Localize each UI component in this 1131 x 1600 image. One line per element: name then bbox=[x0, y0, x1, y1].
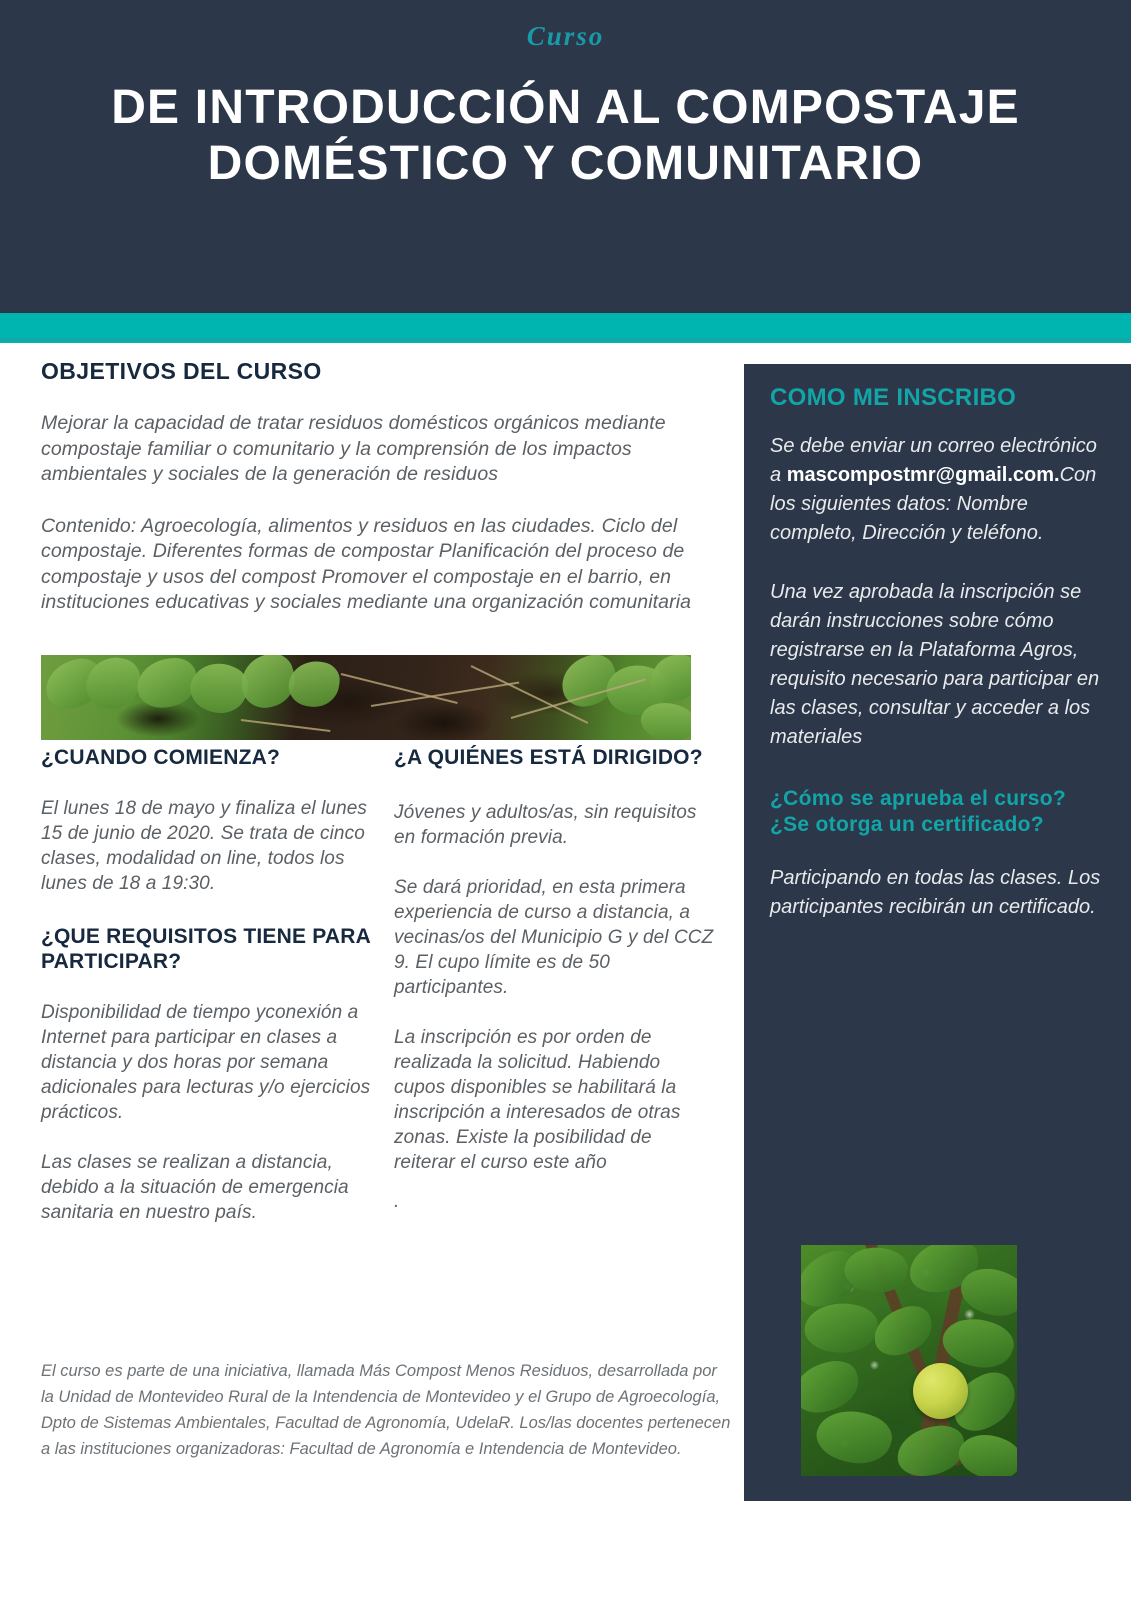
when-starts-text: El lunes 18 de mayo y finaliza el lunes 15 de junio de 2020. Se trata de cinco clases, modalidad on line, todos los lunes de 18 a 19:30. bbox=[41, 798, 368, 894]
sidebar-heading: COMO ME INSCRIBO bbox=[770, 384, 1017, 411]
approved-instructions: Una vez aprobada la inscripción se darán instrucciones sobre cómo registrarse en la Plataforma Agros, requisito necesario para participar en las clases, consultar y acceder a los materiales bbox=[770, 581, 1100, 748]
column-middle bbox=[394, 745, 714, 1214]
objectives-intro-text: Mejorar la capacidad de tratar residuos domésticos orgánicos mediante compostaje familiar o comunitario y la comprensión de los impactos ambientales y sociales de la generación de residuos bbox=[41, 412, 666, 485]
poster-header bbox=[0, 0, 1131, 313]
page-title: DE INTRODUCCIÓN AL COMPOSTAJE DOMÉSTICO Y COMUNITARIO bbox=[111, 81, 1020, 190]
compost-photo bbox=[41, 655, 691, 740]
green-fruit-shape bbox=[913, 1363, 968, 1419]
kicker-label: Curso bbox=[526, 21, 605, 51]
trailing-dot: . bbox=[394, 1191, 400, 1212]
objectives-heading: OBJETIVOS DEL CURSO bbox=[41, 358, 322, 384]
objectives-section bbox=[41, 358, 701, 616]
audience-heading: ¿A QUIÉNES ESTÁ DIRIGIDO? bbox=[394, 746, 703, 769]
column-left bbox=[41, 745, 371, 1225]
priority-text: Se dará prioridad, en esta primera experiencia de curso a distancia, a vecinas/os del Municipio G y del CCZ 9. El cupo límite es de 50 participantes. bbox=[394, 877, 714, 998]
enrollment-text: La inscripción es por orden de realizada la solicitud. Habiendo cupos disponibles se habilitará la inscripción a interesados de otras zonas. Existe la posibilidad de reiterar el curso este año bbox=[394, 1027, 681, 1173]
fruit-tree-photo bbox=[801, 1245, 1017, 1476]
certificate-heading: ¿Cómo se aprueba el curso? ¿Se otorga un certificado? bbox=[770, 787, 1067, 836]
enroll-post-text: Con los siguientes datos: Nombre completo, Dirección y teléfono. bbox=[770, 464, 1097, 544]
objectives-content-text: Contenido: Agroecología, alimentos y residuos en las ciudades. Ciclo del compostaje. Diferentes formas de compostar Planificación del proceso de compostaje y usos del compost Promover el compostaje en el barrio, en instituciones educativas y sociales mediante una organización comunitaria bbox=[41, 514, 692, 613]
when-starts-heading: ¿CUANDO COMIENZA? bbox=[41, 746, 281, 769]
certificate-text: Participando en todas las clases. Los participantes recibirán un certificado. bbox=[770, 867, 1101, 918]
enroll-email: mascompostmr@gmail.com. bbox=[786, 464, 1060, 486]
audience-text: Jóvenes y adultos/as, sin requisitos en formación previa. bbox=[394, 802, 697, 848]
requirements-heading: ¿QUE REQUISITOS TIENE PARA PARTICIPAR? bbox=[41, 925, 371, 973]
requirements-text: Disponibilidad de tiempo yconexión a Internet para participar en clases a distancia y dos horas por semana adicionales para lecturas y/o ejercicios prácticos. bbox=[41, 1002, 371, 1123]
enroll-instructions bbox=[770, 432, 1105, 548]
enroll-pre-text: Se debe enviar un correo electrónico a bbox=[770, 435, 1097, 486]
accent-bar-underline bbox=[0, 338, 1131, 341]
teal-accent-bar bbox=[0, 313, 1131, 343]
classes-distance-text: Las clases se realizan a distancia, debido a la situación de emergencia sanitaria en nuestro país. bbox=[41, 1152, 349, 1223]
footnote-text: El curso es parte de una iniciativa, llamada Más Compost Menos Residuos, desarrollada por la Unidad de Montevideo Rural de la Intendencia de Montevideo y el Grupo de Agroecología, Dpto de Sistemas Ambientales, Facultad de Agronomía, UdelaR. Los/las docentes pertenecen a las instituciones organizadoras: Facultad de Agronomía e Intendencia de Montevideo. bbox=[41, 1362, 731, 1458]
